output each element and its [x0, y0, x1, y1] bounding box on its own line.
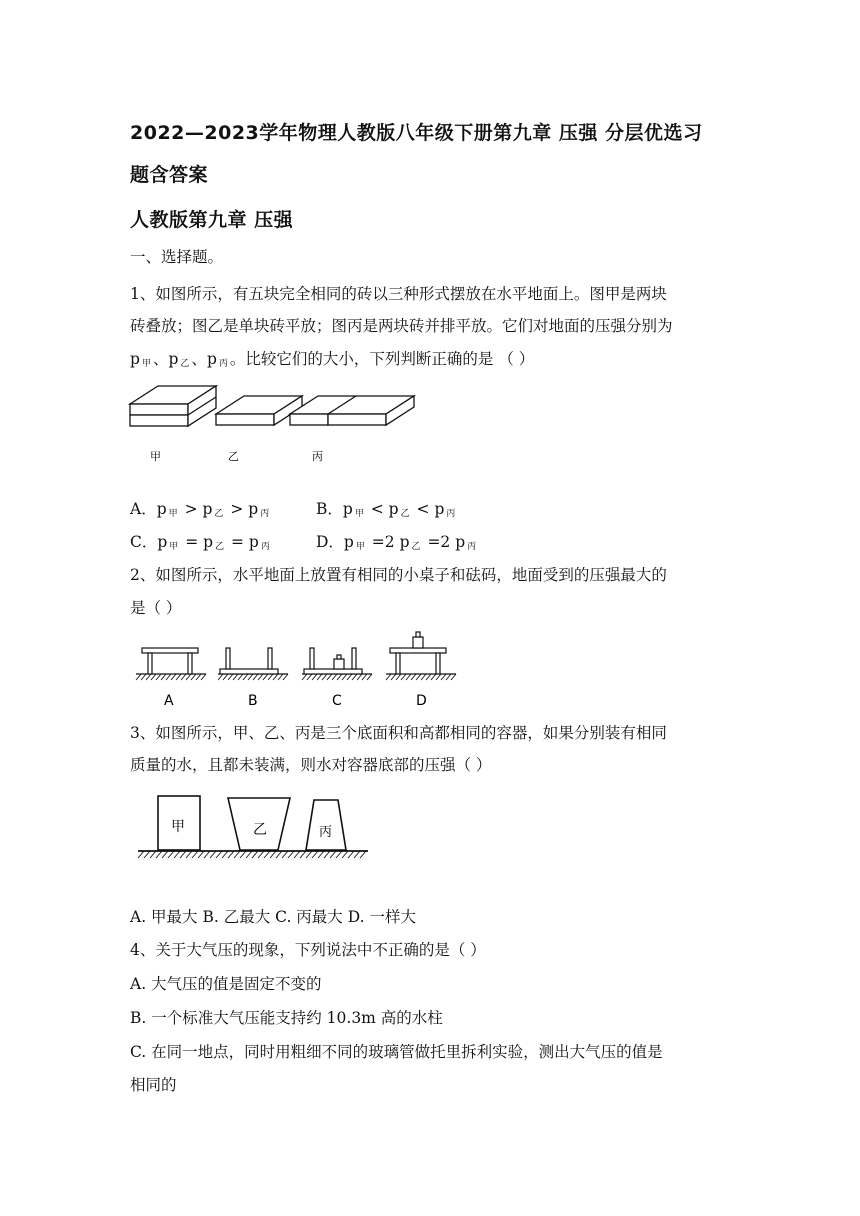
q3-containers-figure — [138, 790, 370, 866]
document-title-line2: 题含答案 — [130, 164, 209, 186]
q1-fig-label-yi: 乙 — [228, 450, 239, 463]
q1-text-line3-tail: 。比较它们的大小，下列判断正确的是 （ ） — [229, 350, 535, 368]
ground-hatch — [238, 674, 243, 680]
ground-hatch — [268, 674, 273, 680]
part-heading: 一、选择题。 — [130, 248, 224, 266]
ground-hatch — [161, 674, 166, 680]
q3-fig-label-yi: 乙 — [253, 822, 267, 838]
ground-hatch — [347, 674, 352, 680]
ground-hatch — [156, 851, 162, 858]
ground-hatch — [312, 851, 318, 858]
ground-hatch — [431, 674, 436, 680]
ground-hatch — [218, 674, 223, 680]
ground-hatch — [141, 674, 146, 680]
ground-hatch — [258, 674, 263, 680]
ground-hatch — [416, 674, 421, 680]
q1-sep1: 、 — [152, 350, 169, 368]
ground-hatch — [156, 674, 161, 680]
ground-hatch — [426, 674, 431, 680]
q1-sep2: 、 — [191, 350, 207, 368]
ground-hatch — [300, 851, 306, 858]
ground-hatch — [312, 674, 317, 680]
ground-hatch — [228, 851, 234, 858]
ground-hatch — [246, 851, 252, 858]
ground-hatch — [204, 851, 210, 858]
ground-hatch — [186, 674, 191, 680]
ground-hatch — [162, 851, 168, 858]
q1-option-d: D．p $_甲$ =2 p $_乙$ =2 p $_丙$ — [316, 533, 477, 552]
ground-hatch — [436, 674, 441, 680]
ground-hatch — [223, 674, 228, 680]
ground-hatch — [278, 674, 283, 680]
ground-hatch — [198, 851, 204, 858]
ground-hatch — [166, 674, 171, 680]
ground-hatch — [322, 674, 327, 680]
ground-hatch — [446, 674, 451, 680]
ground-hatch — [150, 851, 156, 858]
ground-hatch — [168, 851, 174, 858]
ground-hatch — [360, 851, 366, 858]
q1-text-line3 — [130, 347, 534, 369]
ground-hatch — [337, 674, 342, 680]
ground-hatch — [327, 674, 332, 680]
ground-hatch — [192, 851, 198, 858]
ground-hatch — [144, 851, 150, 858]
q1-bricks-figure — [128, 378, 418, 468]
q1-fig-label-bing: 丙 — [312, 450, 323, 463]
ground-hatch — [171, 674, 176, 680]
ground-hatch — [391, 674, 396, 680]
ground-hatch — [306, 851, 312, 858]
q2-fig-label-d: D — [416, 693, 427, 709]
ground-hatch — [138, 851, 144, 858]
ground-hatch — [264, 851, 270, 858]
ground-hatch — [228, 674, 233, 680]
q3-fig-label-jia: 甲 — [171, 819, 185, 835]
ground-hatch — [324, 851, 330, 858]
ground-hatch — [191, 674, 196, 680]
q1-fig-label-jia: 甲 — [150, 450, 161, 463]
ground-hatch — [342, 674, 347, 680]
ground-hatch — [234, 851, 240, 858]
q2-fig-label-a: A — [164, 693, 174, 709]
q2-text-line1: 2、如图所示，水平地面上放置有相同的小桌子和砝码，地面受到的压强最大的 — [130, 566, 667, 584]
ground-hatch — [253, 674, 258, 680]
ground-hatch — [318, 851, 324, 858]
ground-hatch — [180, 851, 186, 858]
q1-symbol-p: p — [206, 350, 217, 368]
ground-hatch — [174, 851, 180, 858]
q1-sub-yi: 乙 — [180, 359, 190, 369]
q1-sub-bing: 丙 — [218, 359, 228, 369]
q1-text-line2: 砖叠放；图乙是单块砖平放；图丙是两块砖并排平放。它们对地面的压强分别为 — [130, 317, 673, 335]
ground-hatch — [362, 674, 367, 680]
ground-hatch — [282, 851, 288, 858]
ground-hatch — [276, 851, 282, 858]
q1-sub-jia: 甲 — [141, 359, 151, 369]
ground-hatch — [336, 851, 342, 858]
ground-hatch — [248, 674, 253, 680]
ground-hatch — [367, 674, 372, 680]
ground-hatch — [252, 851, 258, 858]
ground-hatch — [186, 851, 192, 858]
q3-options: A. 甲最大 B. 乙最大 C. 丙最大 D. 一样大 — [130, 908, 416, 926]
ground-hatch — [441, 674, 446, 680]
ground-hatch — [216, 851, 222, 858]
q1-text-line1: 1、如图所示，有五块完全相同的砖以三种形式摆放在水平地面上。图甲是两块 — [130, 285, 667, 303]
ground-hatch — [243, 674, 248, 680]
q4-option-a: A. 大气压的值是固定不变的 — [130, 975, 322, 993]
q4-text-line1: 4、关于大气压的现象，下列说法中不正确的是（ ） — [130, 941, 486, 959]
ground-hatch — [288, 851, 294, 858]
q1-option-b: B．p $_甲$ < p $_乙$ < p $_丙$ — [316, 500, 456, 519]
ground-hatch — [348, 851, 354, 858]
section-title: 人教版第九章 压强 — [130, 209, 294, 231]
ground-hatch — [401, 674, 406, 680]
ground-hatch — [240, 851, 246, 858]
ground-hatch — [201, 674, 206, 680]
ground-hatch — [317, 674, 322, 680]
ground-hatch — [136, 674, 141, 680]
ground-hatch — [307, 674, 312, 680]
q3-text-line2: 质量的水，且都未装满，则水对容器底部的压强（ ） — [130, 756, 492, 774]
q2-tables-figure — [132, 626, 472, 712]
ground-hatch — [352, 674, 357, 680]
ground-hatch — [421, 674, 426, 680]
ground-hatch — [386, 674, 391, 680]
q1-option-c: C．p $_甲$ = p $_乙$ = p $_丙$ — [130, 533, 270, 552]
ground-hatch — [294, 851, 300, 858]
document-title-line1: 2022—2023学年物理人教版八年级下册第九章 压强 分层优选习 — [130, 122, 703, 144]
ground-hatch — [406, 674, 411, 680]
ground-hatch — [302, 674, 307, 680]
q2-text-line2: 是（ ） — [130, 599, 182, 617]
q4-option-c-line2: 相同的 — [130, 1076, 177, 1094]
ground-hatch — [222, 851, 228, 858]
q1-symbol-p: p — [130, 350, 140, 368]
ground-hatch — [273, 674, 278, 680]
ground-hatch — [270, 851, 276, 858]
ground-hatch — [258, 851, 264, 858]
ground-hatch — [357, 674, 362, 680]
q4-option-c-line1: C. 在同一地点，同时用粗细不同的玻璃管做托里拆利实验，测出大气压的值是 — [130, 1043, 663, 1061]
q2-fig-label-b: B — [248, 693, 258, 709]
q3-fig-label-bing: 丙 — [319, 825, 333, 840]
ground-hatch — [451, 674, 456, 680]
ground-hatch — [263, 674, 268, 680]
q4-option-b: B. 一个标准大气压能支持约 10.3m 高的水柱 — [130, 1009, 443, 1027]
ground-hatch — [176, 674, 181, 680]
q2-fig-label-c: C — [332, 693, 342, 709]
ground-hatch — [354, 851, 360, 858]
ground-hatch — [342, 851, 348, 858]
q3-text-line1: 3、如图所示，甲、乙、丙是三个底面积和高都相同的容器，如果分别装有相同 — [130, 724, 667, 742]
ground-hatch — [411, 674, 416, 680]
ground-hatch — [233, 674, 238, 680]
ground-hatch — [196, 674, 201, 680]
ground-hatch — [332, 674, 337, 680]
ground-hatch — [283, 674, 288, 680]
ground-hatch — [181, 674, 186, 680]
ground-hatch — [151, 674, 156, 680]
ground-hatch — [146, 674, 151, 680]
ground-hatch — [330, 851, 336, 858]
ground-hatch — [210, 851, 216, 858]
ground-hatch — [396, 674, 401, 680]
q1-option-a: A．p $_甲$ > p $_乙$ > p $_丙$ — [130, 500, 270, 519]
q1-symbol-p: p — [168, 350, 179, 368]
